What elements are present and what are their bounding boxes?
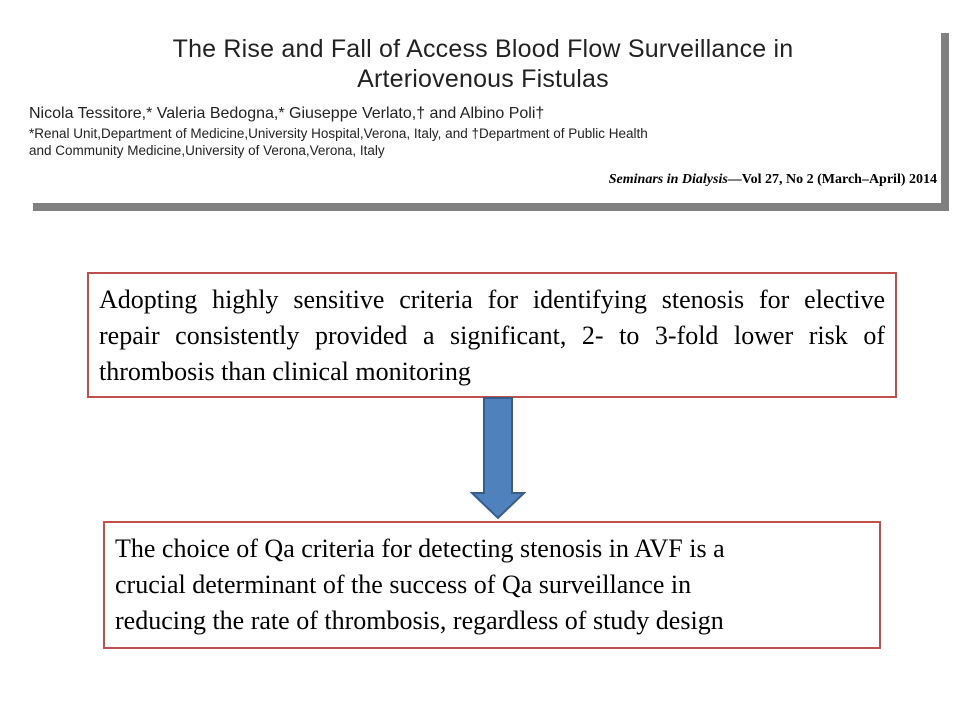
conclusion-line-3: reducing the rate of thrombosis, regardless of study design	[115, 606, 724, 635]
paper-title	[25, 34, 941, 94]
affiliation-line-1: *Renal Unit,Department of Medicine,University Hospital,Verona, Italy, and †Department of Public Health	[29, 126, 648, 141]
conclusion-line-2: crucial determinant of the success of Qa surveillance in	[115, 570, 692, 599]
conclusion-box	[103, 521, 881, 649]
citation-journal: Seminars in Dialysis	[608, 172, 728, 187]
paper-authors: Nicola Tessitore,* Valeria Bedogna,* Giuseppe Verlato,† and Albino Poli†	[29, 105, 545, 122]
paper-affiliation	[29, 125, 909, 159]
down-arrow-shape	[472, 398, 524, 518]
paper-title-line-1: The Rise and Fall of Access Blood Flow Surveillance in	[172, 35, 794, 63]
conclusion-line-1: The choice of Qa criteria for detecting stenosis in AVF is a	[115, 534, 725, 563]
down-arrow-icon	[470, 397, 526, 520]
finding-text: Adopting highly sensitive criteria for identifying stenosis for elective repair consistently provided a significant, 2- to 3-fold lower risk of thrombosis than clinical monitoring	[99, 285, 885, 386]
paper-citation	[609, 172, 937, 188]
paper-header-card	[25, 25, 941, 203]
finding-box	[87, 272, 897, 398]
citation-details: —Vol 27, No 2 (March–April) 2014	[727, 172, 937, 187]
affiliation-line-2: and Community Medicine,University of Verona,Verona, Italy	[29, 143, 385, 158]
paper-title-line-2: Arteriovenous Fistulas	[357, 65, 609, 93]
